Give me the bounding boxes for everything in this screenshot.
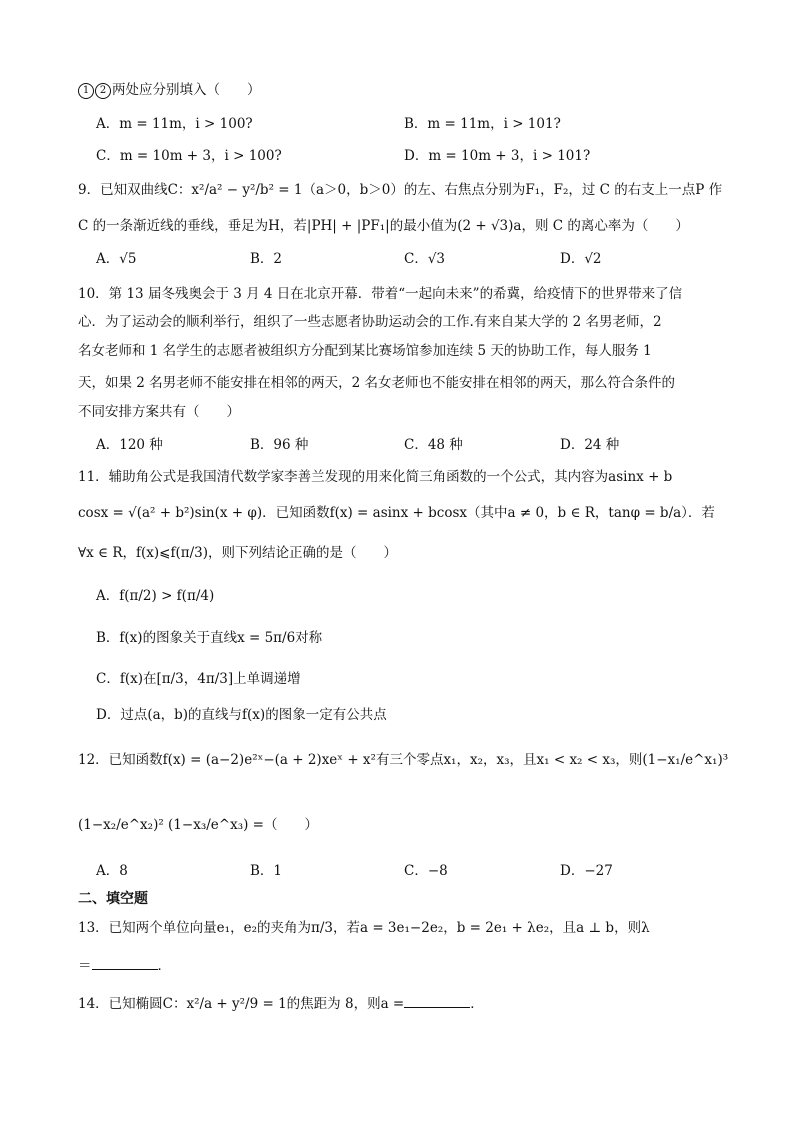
- q14-answer-blank: [404, 993, 470, 1008]
- q11-line-3: ∀x ∈ R，f(x)⩽f(π/3)，则下列结论正确的是（ ）: [78, 545, 397, 561]
- q13-answer-blank: [92, 955, 158, 970]
- q14-text: 14．已知椭圆C：x²/a + y²/9 = 1的焦距为 8，则a =: [78, 996, 405, 1012]
- q11-option-d: D．过点(a，b)的直线与f(x)的图象一定有公共点: [96, 707, 387, 723]
- q13-line-2: [78, 955, 171, 976]
- q12-option-a: A．8: [96, 863, 128, 879]
- q10-line-1: 10．第 13 届冬残奥会于 3 月 4 日在北京开幕．带着“一起向未来”的希冀，给疫情下的世界带来了信: [78, 286, 683, 302]
- q9-line-1: 9．已知双曲线C：x²/a² − y²/b² = 1（a＞0，b＞0）的左、右焦点分别为F₁，F₂，过 C 的右支上一点P 作: [78, 182, 723, 198]
- q12-line-2: (1−x₂/e^x₂)² (1−x₃/e^x₃) =（ ）: [78, 817, 318, 833]
- q13-period: ．: [157, 958, 171, 974]
- q9-option-d: D．√2: [560, 251, 602, 267]
- q10-option-a: A．120 种: [96, 437, 163, 453]
- q12-line-1: 12．已知函数f(x) = (a−2)e²ˣ−(a + 2)xeˣ + x²有三个零点x₁，x₂，x₃，且x₁ < x₂ < x₃，则(1−x₁/e^x₁)³: [78, 752, 729, 768]
- q14-period: ．: [470, 996, 484, 1012]
- q12-option-b: B．1: [250, 863, 283, 879]
- q13-equals: ＝: [78, 958, 92, 974]
- circled-mark-1: 1: [78, 83, 94, 99]
- q8-option-d: D．m = 10m + 3，i > 101?: [404, 148, 591, 164]
- q9-option-b: B．2: [250, 251, 283, 267]
- q10-option-b: B．96 种: [250, 437, 309, 453]
- intro-line: [78, 80, 261, 100]
- q10-line-3: 名女老师和 1 名学生的志愿者被组织方分配到某比赛场馆参加连续 5 天的协助工作，每人服务 1: [78, 343, 652, 359]
- q9-option-c: C．√3: [404, 251, 446, 267]
- q11-option-c: C．f(x)在[π/3，4π/3]上单调递增: [96, 671, 301, 687]
- q14-line: [78, 993, 484, 1014]
- q12-option-c: C．−8: [404, 863, 448, 879]
- q10-line-4: 天，如果 2 名男老师不能安排在相邻的两天，2 名女老师也不能安排在相邻的两天，那么符合条件的: [78, 375, 676, 391]
- q8-option-b: B．m = 11m，i > 101?: [404, 116, 561, 132]
- q10-line-2: 心．为了运动会的顺利举行，组织了一些志愿者协助运动会的工作.有来自某大学的 2 名男老师，2: [78, 314, 662, 330]
- q8-option-c: C．m = 10m + 3，i > 100?: [96, 148, 282, 164]
- q12-option-d: D．−27: [560, 863, 613, 879]
- q11-line-1: 11．辅助角公式是我国清代数学家李善兰发现的用来化简三角函数的一个公式，其内容为asinx + b: [78, 469, 673, 485]
- q11-option-a: A．f(π/2) > f(π/4): [96, 588, 215, 604]
- section-heading-fill-in: 二、填空题: [78, 891, 148, 907]
- q9-option-a: A．√5: [96, 251, 137, 267]
- intro-text: 两处应分别填入（ ）: [112, 82, 261, 98]
- q9-line-2: C 的一条渐近线的垂线，垂足为H，若|PH| + |PF₁|的最小值为(2 + √3)a，则 C 的离心率为（ ）: [78, 218, 689, 234]
- q10-line-5: 不同安排方案共有（ ）: [78, 404, 240, 420]
- q11-line-2: cosx = √(a² + b²)sin(x + φ)．已知函数f(x) = asinx + bcosx（其中a ≠ 0，b ∈ R，tanφ = b/a）．若: [78, 505, 715, 521]
- q8-option-a: A．m = 11m，i > 100?: [96, 116, 253, 132]
- q11-option-b: B．f(x)的图象关于直线x = 5π/6对称: [96, 630, 323, 646]
- q10-option-c: C．48 种: [404, 437, 463, 453]
- q10-option-d: D．24 种: [560, 437, 620, 453]
- q13-line-1: 13．已知两个单位向量e₁，e₂的夹角为π/3，若a = 3e₁−2e₂，b = 2e₁ + λe₂，且a ⊥ b，则λ: [78, 920, 650, 936]
- circled-mark-2: 2: [95, 83, 111, 99]
